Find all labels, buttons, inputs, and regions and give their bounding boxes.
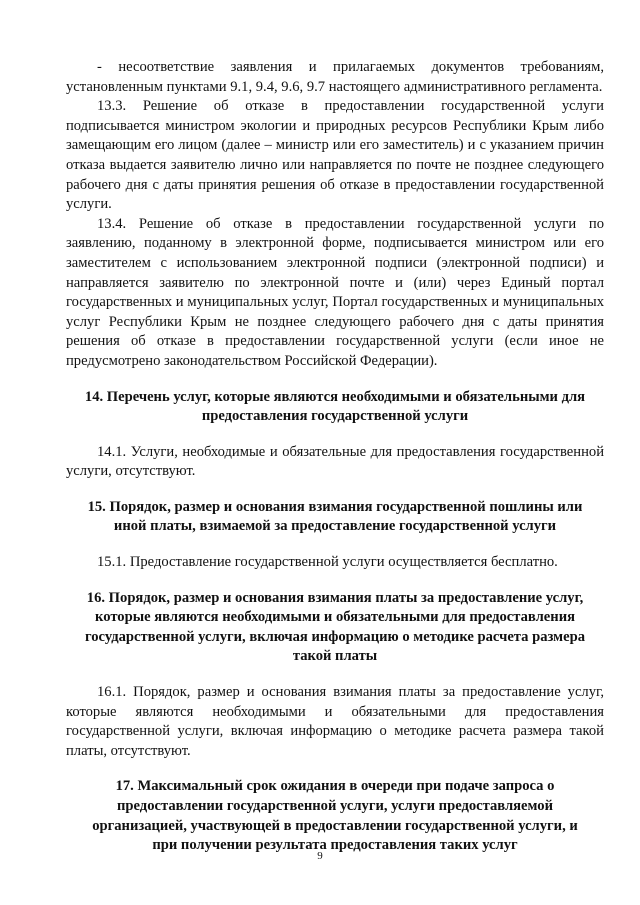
paragraph-16-1: 16.1. Порядок, размер и основания взимания платы за предоставление услуг, которые являются необходимыми и обязательными для предоставления государственной услуги, включая информацию о методике расчета размера такой платы, отсутствуют. (66, 684, 604, 759)
paragraph-13-4: 13.4. Решение об отказе в предоставлении государственной услуги по заявлению, поданному в электронной форме, подписывается министром или его заместителем с использованием электронной подписи (электронной подписи) и направляется заявителю по электронной почте и (или) через Единый портал государственных и муниципальных услуг, Портал государственных и муниципальных услуг Республики Крым не позднее следующего рабочего дня с даты принятия решения об отказе в предоставлении государственной услуги (если иное не предусмотрено законодательством Российской Федерации). (66, 215, 604, 369)
section-heading-14: 14. Перечень услуг, которые являются необходимыми и обязательными для предоставления государственной услуги (84, 388, 586, 425)
paragraph-14-1: 14.1. Услуги, необходимые и обязательные для предоставления государственной услуги, отсутствуют. (66, 443, 604, 480)
paragraph-13-3: 13.3. Решение об отказе в предоставлении государственной услуги подписывается министром экологии и природных ресурсов Республики Крым либо замещающим его лицом (далее – министр или его заместитель) и с указанием причин отказа выдается заявителю лично или направляется по почте не позднее следующего рабочего дня с даты принятия решения об отказе в предоставлении государственной услуги. (66, 98, 604, 213)
paragraph-13-2-item: - несоответствие заявления и прилагаемых документов требованиям, установленным пунктами 9.1, 9.4, 9.6, 9.7 настоящего административного регламента. (66, 59, 604, 95)
page-number: 9 (317, 850, 323, 862)
section-heading-15: 15. Порядок, размер и основания взимания государственной пошлины или иной платы, взимаемой за предоставление государственной услуги (87, 498, 583, 535)
section-heading-16: 16. Порядок, размер и основания взимания платы за предоставление услуг, которые являются необходимыми и обязательными для предоставления государственной услуги, включая информацию о методике расчета размера такой платы (84, 589, 586, 665)
paragraph-15-1: 15.1. Предоставление государственной услуги осуществляется бесплатно. (97, 554, 558, 571)
section-heading-17: 17. Максимальный срок ожидания в очереди при подаче запроса о предоставлении государственной услуги, услуги предоставляемой организацией, участвующей в предоставлении государственной услуги, и при получении результата предоставления таких услуг (92, 778, 578, 854)
document-page (66, 58, 604, 856)
